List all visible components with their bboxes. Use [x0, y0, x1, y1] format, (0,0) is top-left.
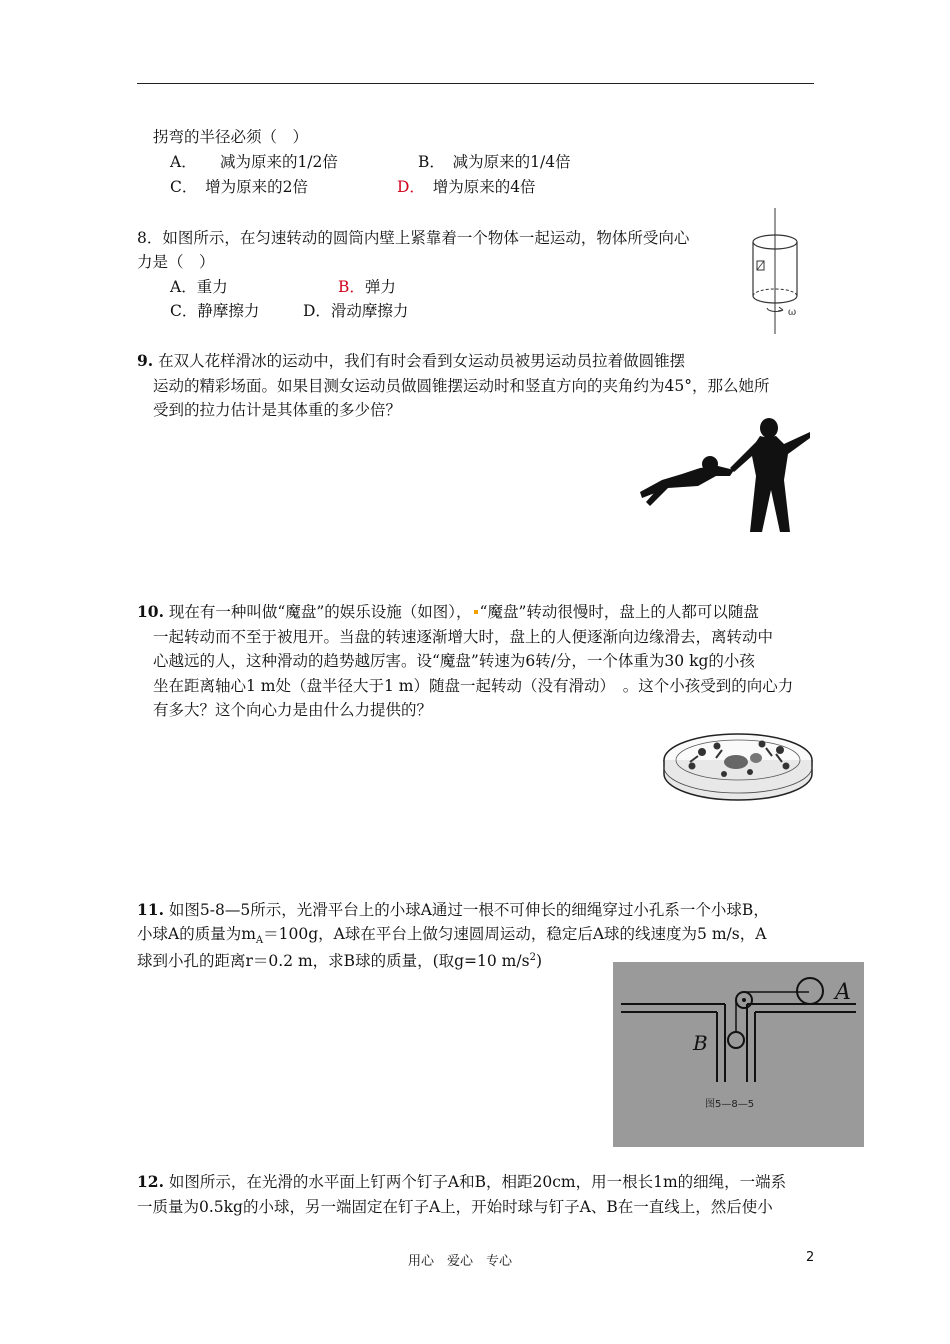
q11-line2a-text: 小球A的质量为m	[137, 925, 256, 943]
q8-stem-line1: 8．如图所示，在匀速转动的圆筒内壁上紧靠着一个物体一起运动，物体所受向心	[137, 229, 690, 247]
q12-line1-text: 如图所示，在光滑的水平面上钉两个钉子A和B，相距20cm，用一根长1m的细绳，一端系	[168, 1173, 787, 1191]
label-a: A	[835, 980, 851, 1005]
omega-label: ω	[788, 307, 797, 318]
q8-option-d: D．滑动摩擦力	[303, 302, 409, 320]
q11-line3b-text: )	[535, 952, 542, 971]
q7-option-b: B． 减为原来的1/4倍	[418, 153, 571, 171]
q8-option-c: C．静摩擦力	[170, 302, 260, 320]
q10-stem-line3: 心越远的人，这种滑动的趋势越厉害。设“魔盘”转速为6转/分，一个体重为30 kg的小孩	[153, 652, 755, 670]
q11-stem-line1	[137, 898, 769, 922]
q10-stem-line5: 有多大？这个向心力是由什么力提供的？	[153, 701, 433, 719]
q10-stem-line2: 一起转动而不至于被甩开。当盘的转速逐渐增大时，盘上的人便逐渐向边缘滑去，离转动中	[153, 628, 774, 646]
pulley-platform-figure	[613, 962, 864, 1147]
label-b: B	[693, 1031, 708, 1055]
q11-line2b-text: ＝100g，A球在平台上做匀速圆周运动，稳定后A球的线速度为5 m/s，A	[263, 925, 767, 943]
q9-line1-text: 在双人花样滑冰的运动中，我们有时会看到女运动员被男运动员拉着做圆锥摆	[158, 352, 686, 370]
q7-option-d	[397, 175, 536, 199]
edit-mark-icon	[474, 610, 478, 614]
q10-stem-line1	[137, 600, 759, 624]
mass-subscript: A	[255, 935, 264, 947]
q10-line1a-text: 现在有一种叫做“魔盘”的娱乐设施（如图），	[168, 603, 472, 621]
figure-skaters-image	[638, 414, 812, 540]
q11-stem-line3	[137, 946, 542, 973]
q8-option-b	[338, 275, 396, 299]
q7-stem-tail: 拐弯的半径必须（ ）	[153, 128, 309, 146]
q12-stem-line1	[137, 1170, 786, 1194]
q10-number: 10.	[137, 602, 164, 621]
magic-disc-figure	[662, 722, 814, 808]
q11-line3a-text: 球到小孔的距离r＝0.2 m，求B球的质量，(取g=10 m/s	[137, 952, 530, 971]
q9-number: 9.	[137, 351, 154, 370]
unit-superscript: 2	[529, 952, 536, 963]
q12-number: 12.	[137, 1172, 164, 1191]
q8-option-b-text: 弹力	[364, 278, 396, 296]
page-number: 2	[806, 1250, 815, 1265]
figure-caption: 图5—8—5	[705, 1099, 755, 1110]
q9-stem-line2: 运动的精彩场面。如果目测女运动员做圆锥摆运动时和竖直方向的夹角约为45°，那么她所	[153, 377, 770, 395]
q8-option-a: A．重力	[170, 278, 228, 296]
q8-stem-line2: 力是（ ）	[137, 253, 215, 271]
footer-motto: 用心 爱心 专心	[408, 1254, 513, 1269]
q11-number: 11.	[137, 900, 164, 919]
header-rule	[137, 83, 814, 84]
q7-option-d-letter: D．	[397, 178, 418, 196]
q9-stem-line1	[137, 349, 685, 373]
q10-line1b-text: “魔盘”转动很慢时，盘上的人都可以随盘	[479, 603, 759, 621]
q10-stem-line4: 坐在距离轴心1 m处（盘半径大于1 m）随盘一起转动（没有滑动） 。这个小孩受到的向心力	[153, 677, 794, 695]
q11-line1-text: 如图5-8—5所示，光滑平台上的小球A通过一根不可伸长的细绳穿过小孔系一个小球B，	[168, 901, 769, 919]
q8-option-b-letter: B．	[338, 278, 365, 296]
q7-option-c: C． 增为原来的2倍	[170, 178, 308, 196]
q12-stem-line2: 一质量为0.5kg的小球，另一端固定在钉子A上，开始时球与钉子A、B在一直线上，然后使小	[137, 1198, 773, 1216]
q9-stem-line3: 受到的拉力估计是其体重的多少倍？	[153, 401, 402, 419]
q7-option-d-text: 增为原来的4倍	[417, 178, 536, 196]
rotating-cylinder-figure	[740, 206, 810, 336]
q7-option-a: A． 减为原来的1/2倍	[170, 153, 338, 171]
